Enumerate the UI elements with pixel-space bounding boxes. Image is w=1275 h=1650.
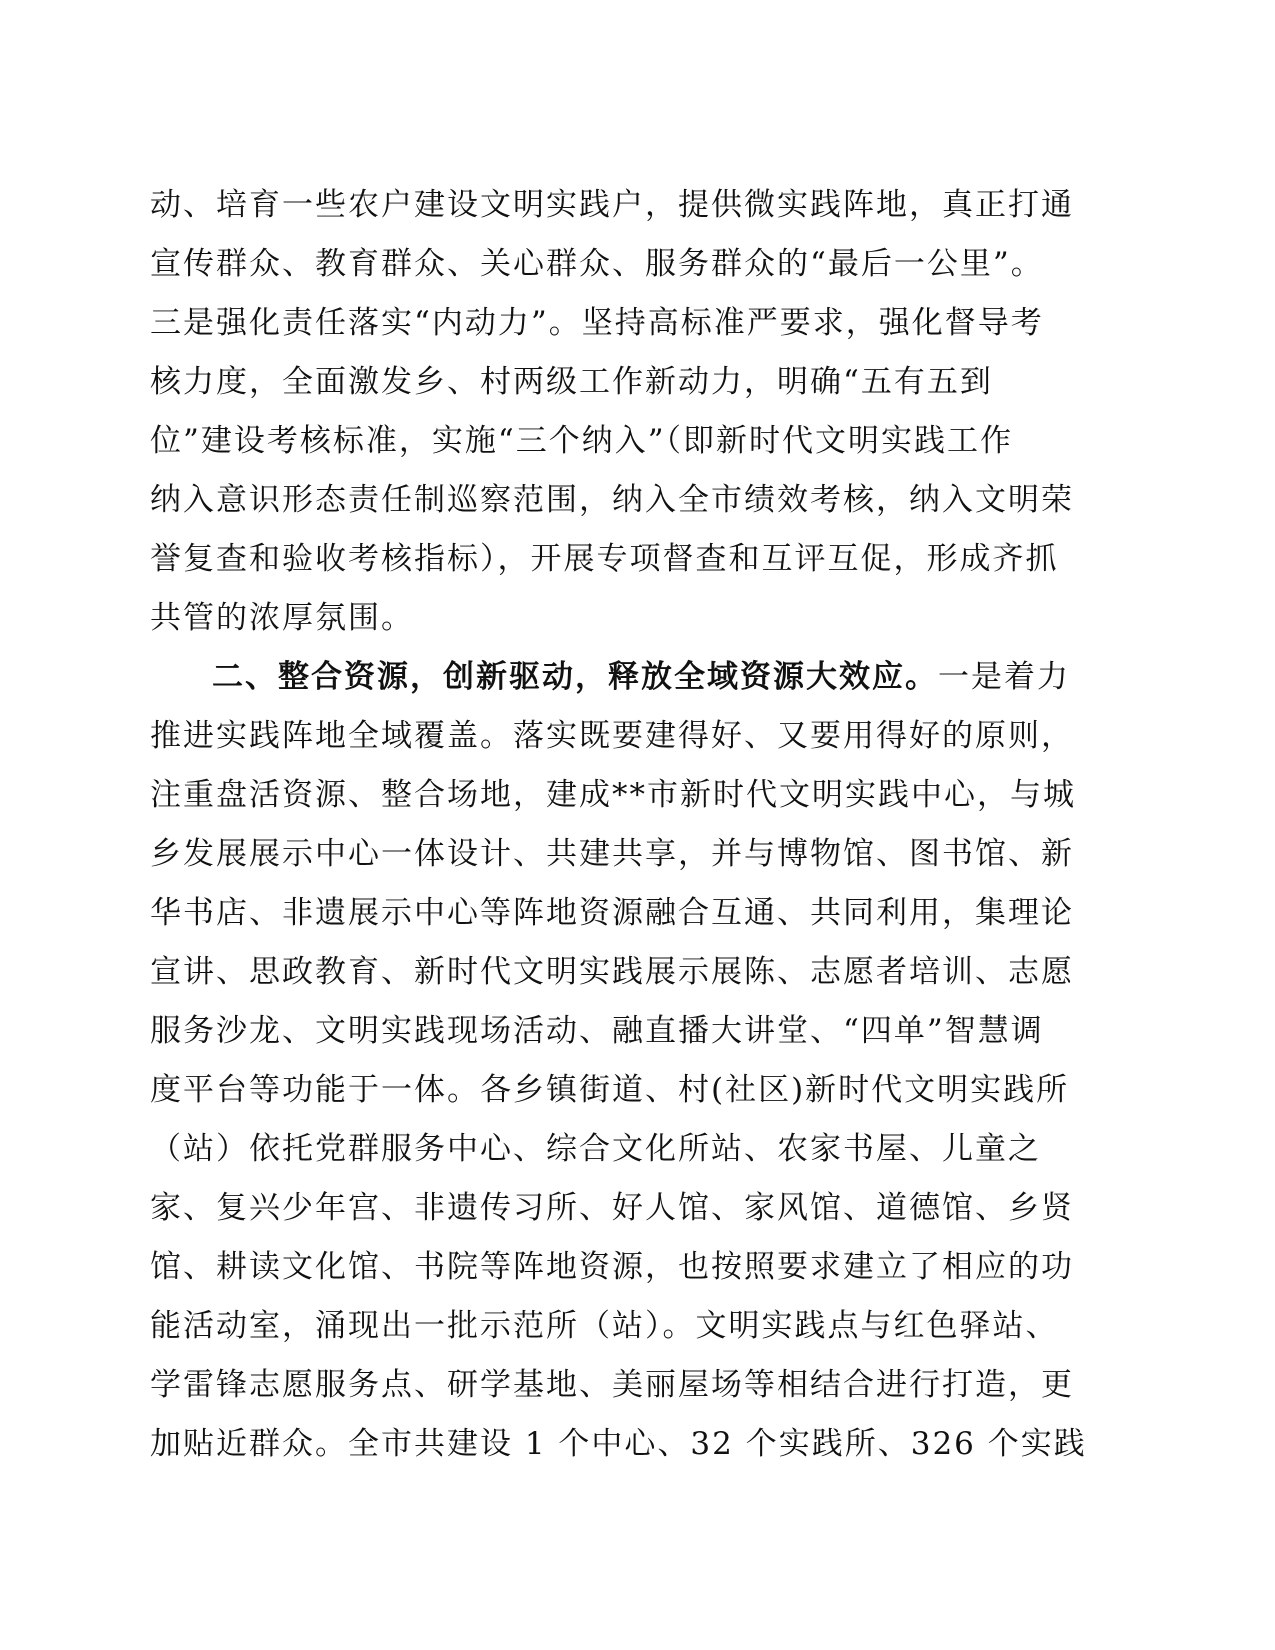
text-line: 能活动室，涌现出一批示范所（站）。文明实践点与红色驿站、 — [150, 1308, 1059, 1344]
text-line: 纳入意识形态责任制巡察范围，纳入全市绩效考核，纳入文明荣 — [150, 482, 1074, 518]
text-line: 服务沙龙、文明实践现场活动、融直播大讲堂、“四单”智慧调 — [150, 1013, 1044, 1049]
text-line: 加贴近群众。全市共建设 1 个中心、32 个实践所、326 个实践 — [150, 1426, 1087, 1462]
text-line: 家、复兴少年宫、非遗传习所、好人馆、家风馆、道德馆、乡贤 — [150, 1190, 1074, 1226]
text-line: 学雷锋志愿服务点、研学基地、美丽屋场等相结合进行打造，更 — [150, 1367, 1074, 1403]
text-line: 度平台等功能于一体。各乡镇街道、村(社区)新时代文明实践所 — [150, 1072, 1070, 1108]
text-line: 核力度，全面激发乡、村两级工作新动力，明确“五有五到 — [150, 364, 993, 400]
text-line: 华书店、非遗展示中心等阵地资源融合互通、共同利用，集理论 — [150, 895, 1074, 931]
text-line: 乡发展展示中心一体设计、共建共享，并与博物馆、图书馆、新 — [150, 836, 1074, 872]
text-line: 共管的浓厚氛围。 — [150, 600, 414, 636]
section-lead-text: 一是着力 — [938, 659, 1070, 695]
text-line: 推进实践阵地全域覆盖。落实既要建得好、又要用得好的原则， — [150, 718, 1074, 754]
body-text — [150, 176, 1087, 1474]
text-line: 宣传群众、教育群众、关心群众、服务群众的“最后一公里”。 — [150, 246, 1044, 282]
text-line: 宣讲、思政教育、新时代文明实践展示展陈、志愿者培训、志愿 — [150, 954, 1074, 990]
text-line: 馆、耕读文化馆、书院等阵地资源，也按照要求建立了相应的功 — [150, 1249, 1074, 1285]
text-line: 注重盘活资源、整合场地，建成**市新时代文明实践中心，与城 — [150, 777, 1076, 813]
section-heading-line — [150, 648, 1070, 707]
text-line: 位”建设考核标准，实施“三个纳入”（即新时代文明实践工作 — [150, 423, 1014, 459]
text-line: 动、培育一些农户建设文明实践户，提供微实践阵地，真正打通 — [150, 187, 1074, 223]
section-heading: 二、整合资源，创新驱动，释放全域资源大效应。 — [212, 659, 938, 695]
text-line: 誉复查和验收考核指标），开展专项督查和互评互促，形成齐抓 — [150, 541, 1059, 577]
text-line: （站）依托党群服务中心、综合文化所站、农家书屋、儿童之 — [150, 1131, 1041, 1167]
text-line: 三是强化责任落实“内动力”。坚持高标准严要求，强化督导考 — [150, 305, 1044, 341]
